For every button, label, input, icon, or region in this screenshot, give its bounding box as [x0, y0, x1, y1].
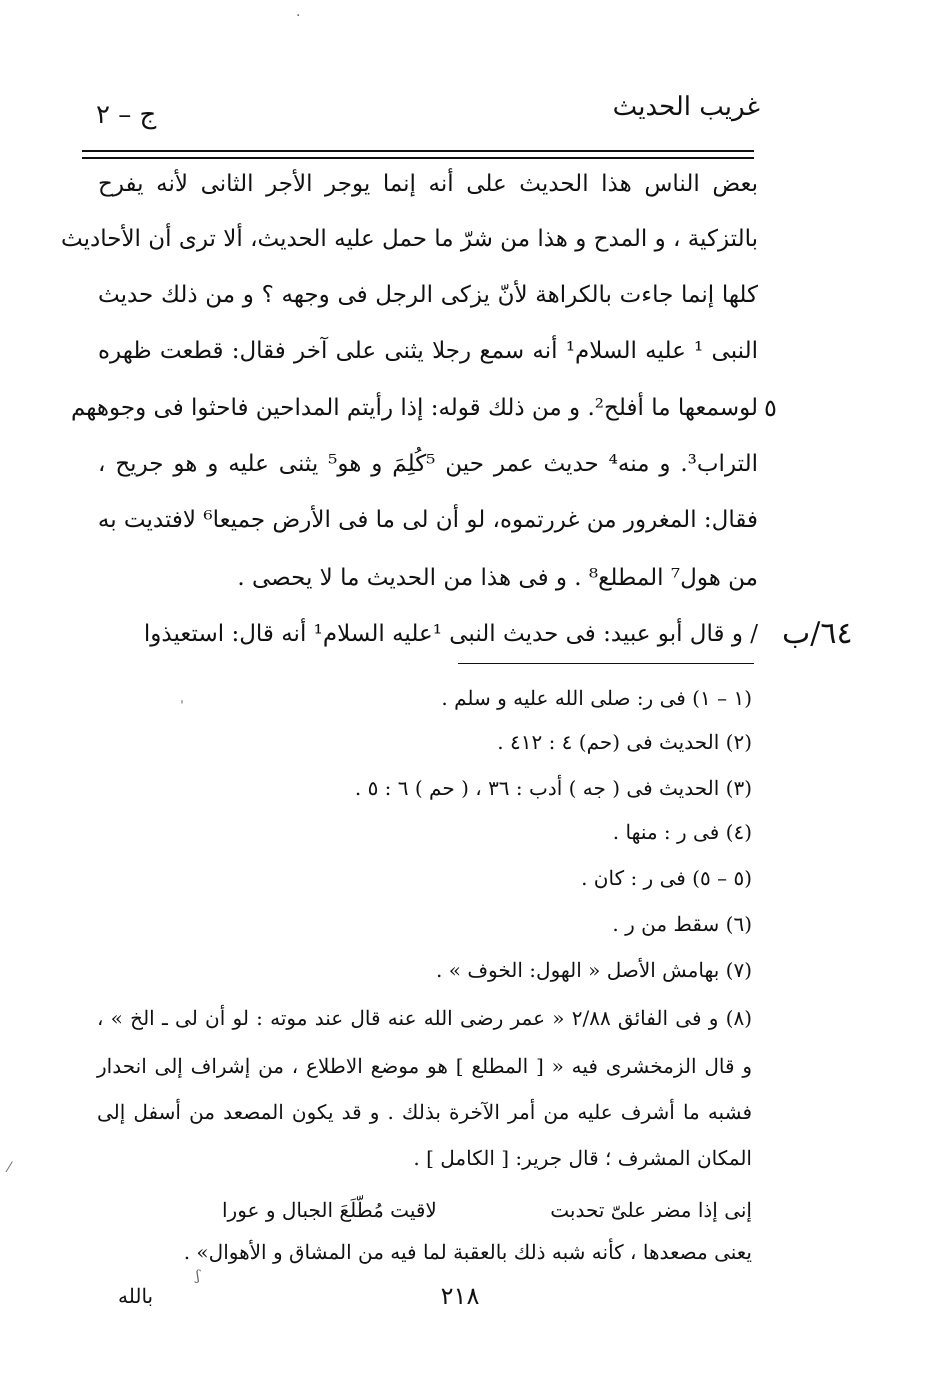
footnote-rule [458, 663, 754, 664]
footnote-continuation: فشبه ما أشرف عليه من أمر الآخرة بذلك . و قد يكون المصعد من أسفل إلى [97, 1100, 752, 1124]
footnote: (٢) الحديث فى (حم) ٤ : ٤١٢ . [497, 730, 752, 754]
footnote: (٧) بهامش الأصل « الهول: الخوف » . [436, 958, 752, 982]
footnote: (٤) فى ر : منها . [612, 820, 752, 844]
main-text-line: من هول⁷ المطلع⁸ . و فى هذا من الحديث ما لا يحصى . [237, 565, 758, 591]
main-text-line: التراب³. و منه⁴ حديث عمر حين ⁵كُلِمَ و هو⁵ يثنى عليه و هو جريح ، [98, 451, 758, 477]
ink-speck: ⁄ [8, 1160, 11, 1176]
main-text-line: فقال: المغرور من غررتموه، لو أن لى ما فى الأرض جميعا⁶ لافتديت به [97, 507, 758, 533]
footnote-continuation: المكان المشرف ؛ قال جرير: [ الكامل ] . [413, 1146, 752, 1170]
page-number: ٢١٨ [440, 1282, 480, 1310]
main-text-line: / و قال أبو عبيد: فى حديث النبى ¹عليه السلام¹ أنه قال: استعيذوا [143, 621, 758, 647]
ink-speck: ʃ [196, 1268, 200, 1284]
poetry-verse [222, 1188, 752, 1232]
verse-second-hemistich: لاقيت مُطّلَعَ الجبال و عورا [222, 1198, 437, 1222]
main-text-line: النبى ¹ عليه السلام¹ أنه سمع رجلا يثنى على آخر فقال: قطعت ظهره [98, 338, 758, 364]
footnote: (٥ – ٥) فى ر : كان . [581, 866, 752, 890]
main-text-line: بالتزكية ، و المدح و هذا من شرّ ما حمل عليه الحديث، ألا ترى أن الأحاديث [60, 226, 758, 252]
main-text-line: لوسمعها ما أفلح². و من ذلك قوله: إذا رأيتم المداحين فاحثوا فى وجوههم [71, 395, 758, 421]
line-number-marker: ٥ [764, 394, 777, 422]
footnote: (٦) سقط من ر . [612, 912, 752, 936]
verse-first-hemistich: إنى إذا مضر علىّ تحدبت [550, 1198, 752, 1222]
footnote: (٣) الحديث فى ( جه ) أدب : ٣٦ ، ( حم ) ٦ : ٥ . [354, 776, 752, 800]
ink-speck: · [296, 8, 301, 24]
catchword: بالله [118, 1284, 154, 1308]
running-title: غريب الحديث [612, 92, 760, 122]
ink-speck: ˌ [180, 690, 184, 706]
footnote-continuation: و قال الزمخشرى فيه « [ المطلع ] هو موضع الاطلاع ، من إشراف إلى انحدار [97, 1054, 752, 1078]
folio-marker: ٦٤/ب [782, 616, 853, 651]
footnote-closing-line: يعنى مصعدها ، كأنه شبه ذلك بالعقبة لما فيه من المشاق و الأهوال» . [183, 1240, 752, 1264]
volume-marker: ج – ٢ [96, 100, 157, 130]
footnote: (١ – ١) فى ر: صلى الله عليه و سلم . [441, 686, 752, 710]
header-rule [82, 150, 754, 152]
footnote: (٨) و فى الفائق ٢/٨٨ « عمر رضى الله عنه قال عند موته : لو أن لى ـ الخ » ، [97, 1006, 752, 1030]
main-text-line: بعض الناس هذا الحديث على أنه إنما يوجر الأجر الثانى لأنه يفرح [98, 171, 758, 197]
main-text-line: كلها إنما جاءت بالكراهة لأنّ يزكى الرجل فى وجهه ؟ و من ذلك حديث [98, 282, 758, 308]
